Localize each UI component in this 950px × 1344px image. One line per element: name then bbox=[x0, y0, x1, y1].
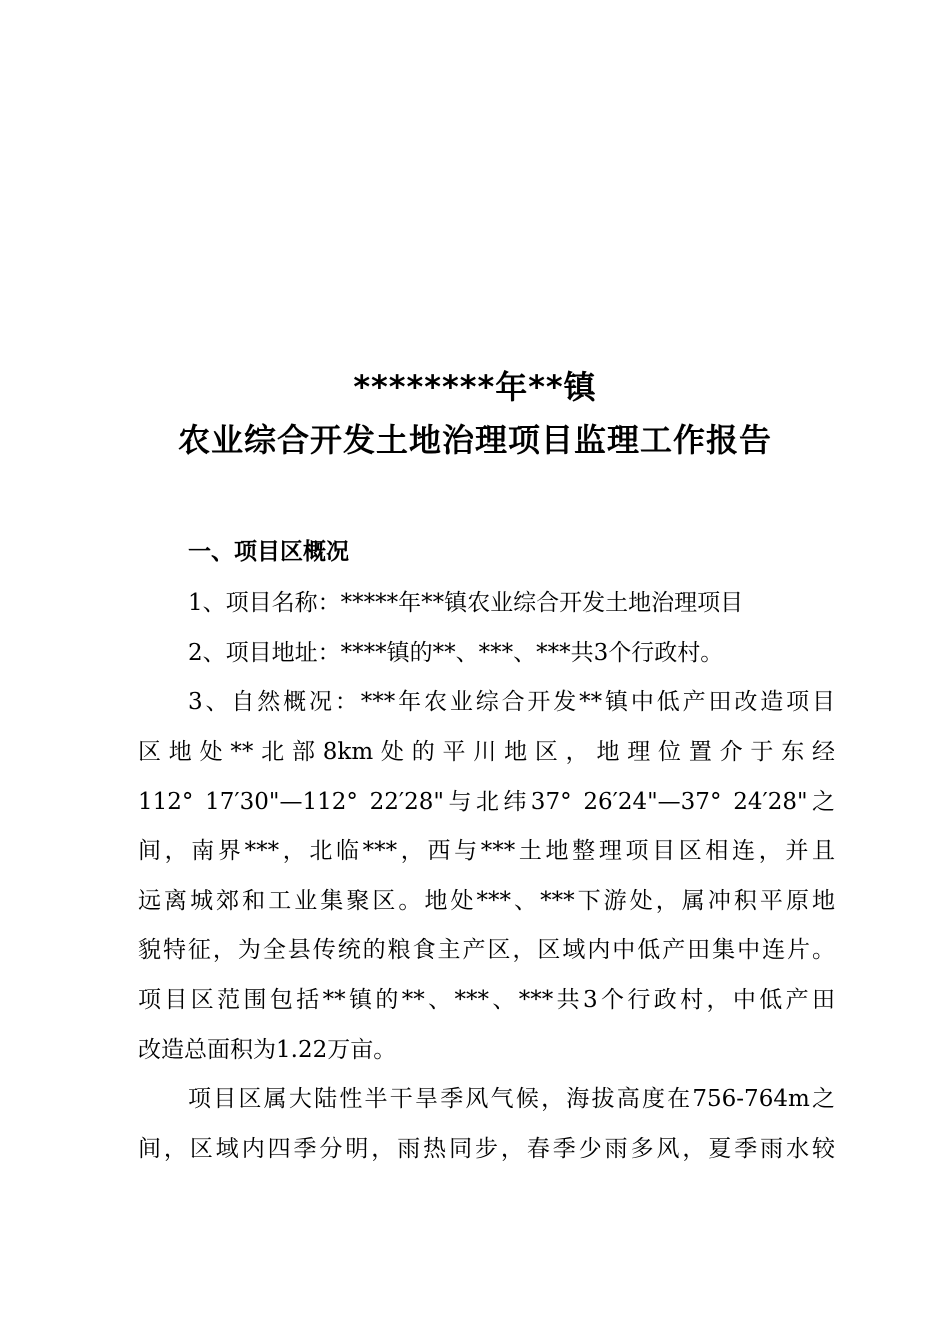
section-heading: 一、项目区概况 bbox=[188, 539, 349, 565]
paragraph-line: 间，区域内四季分明，雨热同步，春季少雨多风，夏季雨水较 bbox=[138, 1136, 835, 1162]
paragraph-line: 远离城郊和工业集聚区。地处***、***下游处，属冲积平原地 bbox=[138, 888, 835, 914]
paragraph-line: 112° 17′30"—112° 22′28"与北纬37° 26′24"—37° 24′28"之 bbox=[138, 789, 835, 815]
paragraph-line: 间，南界***，北临***，西与***土地整理项目区相连，并且 bbox=[138, 838, 835, 864]
paragraph-line: 改造总面积为1.22万亩。 bbox=[138, 1037, 397, 1063]
paragraph-line: 区地处**北部8km处的平川地区，地理位置介于东经 bbox=[138, 739, 835, 765]
document-title-line-2: 农业综合开发土地治理项目监理工作报告 bbox=[177, 421, 772, 459]
paragraph-line: 2、项目地址：****镇的**、***、***共3个行政村。 bbox=[188, 640, 724, 666]
paragraph-line: 3、自然概况：***年农业综合开发**镇中低产田改造项目 bbox=[188, 689, 835, 715]
paragraph-line: 项目区范围包括**镇的**、***、***共3个行政村，中低产田 bbox=[138, 987, 835, 1013]
paragraph-line: 项目区属大陆性半干旱季风气候，海拔高度在756-764m之 bbox=[188, 1086, 835, 1112]
paragraph-line: 貌特征，为全县传统的粮食主产区，区域内中低产田集中连片。 bbox=[138, 937, 835, 963]
paragraph-line: 1、项目名称：*****年**镇农业综合开发土地治理项目 bbox=[188, 590, 744, 616]
document-title-line-1: ********年**镇 bbox=[353, 368, 597, 406]
